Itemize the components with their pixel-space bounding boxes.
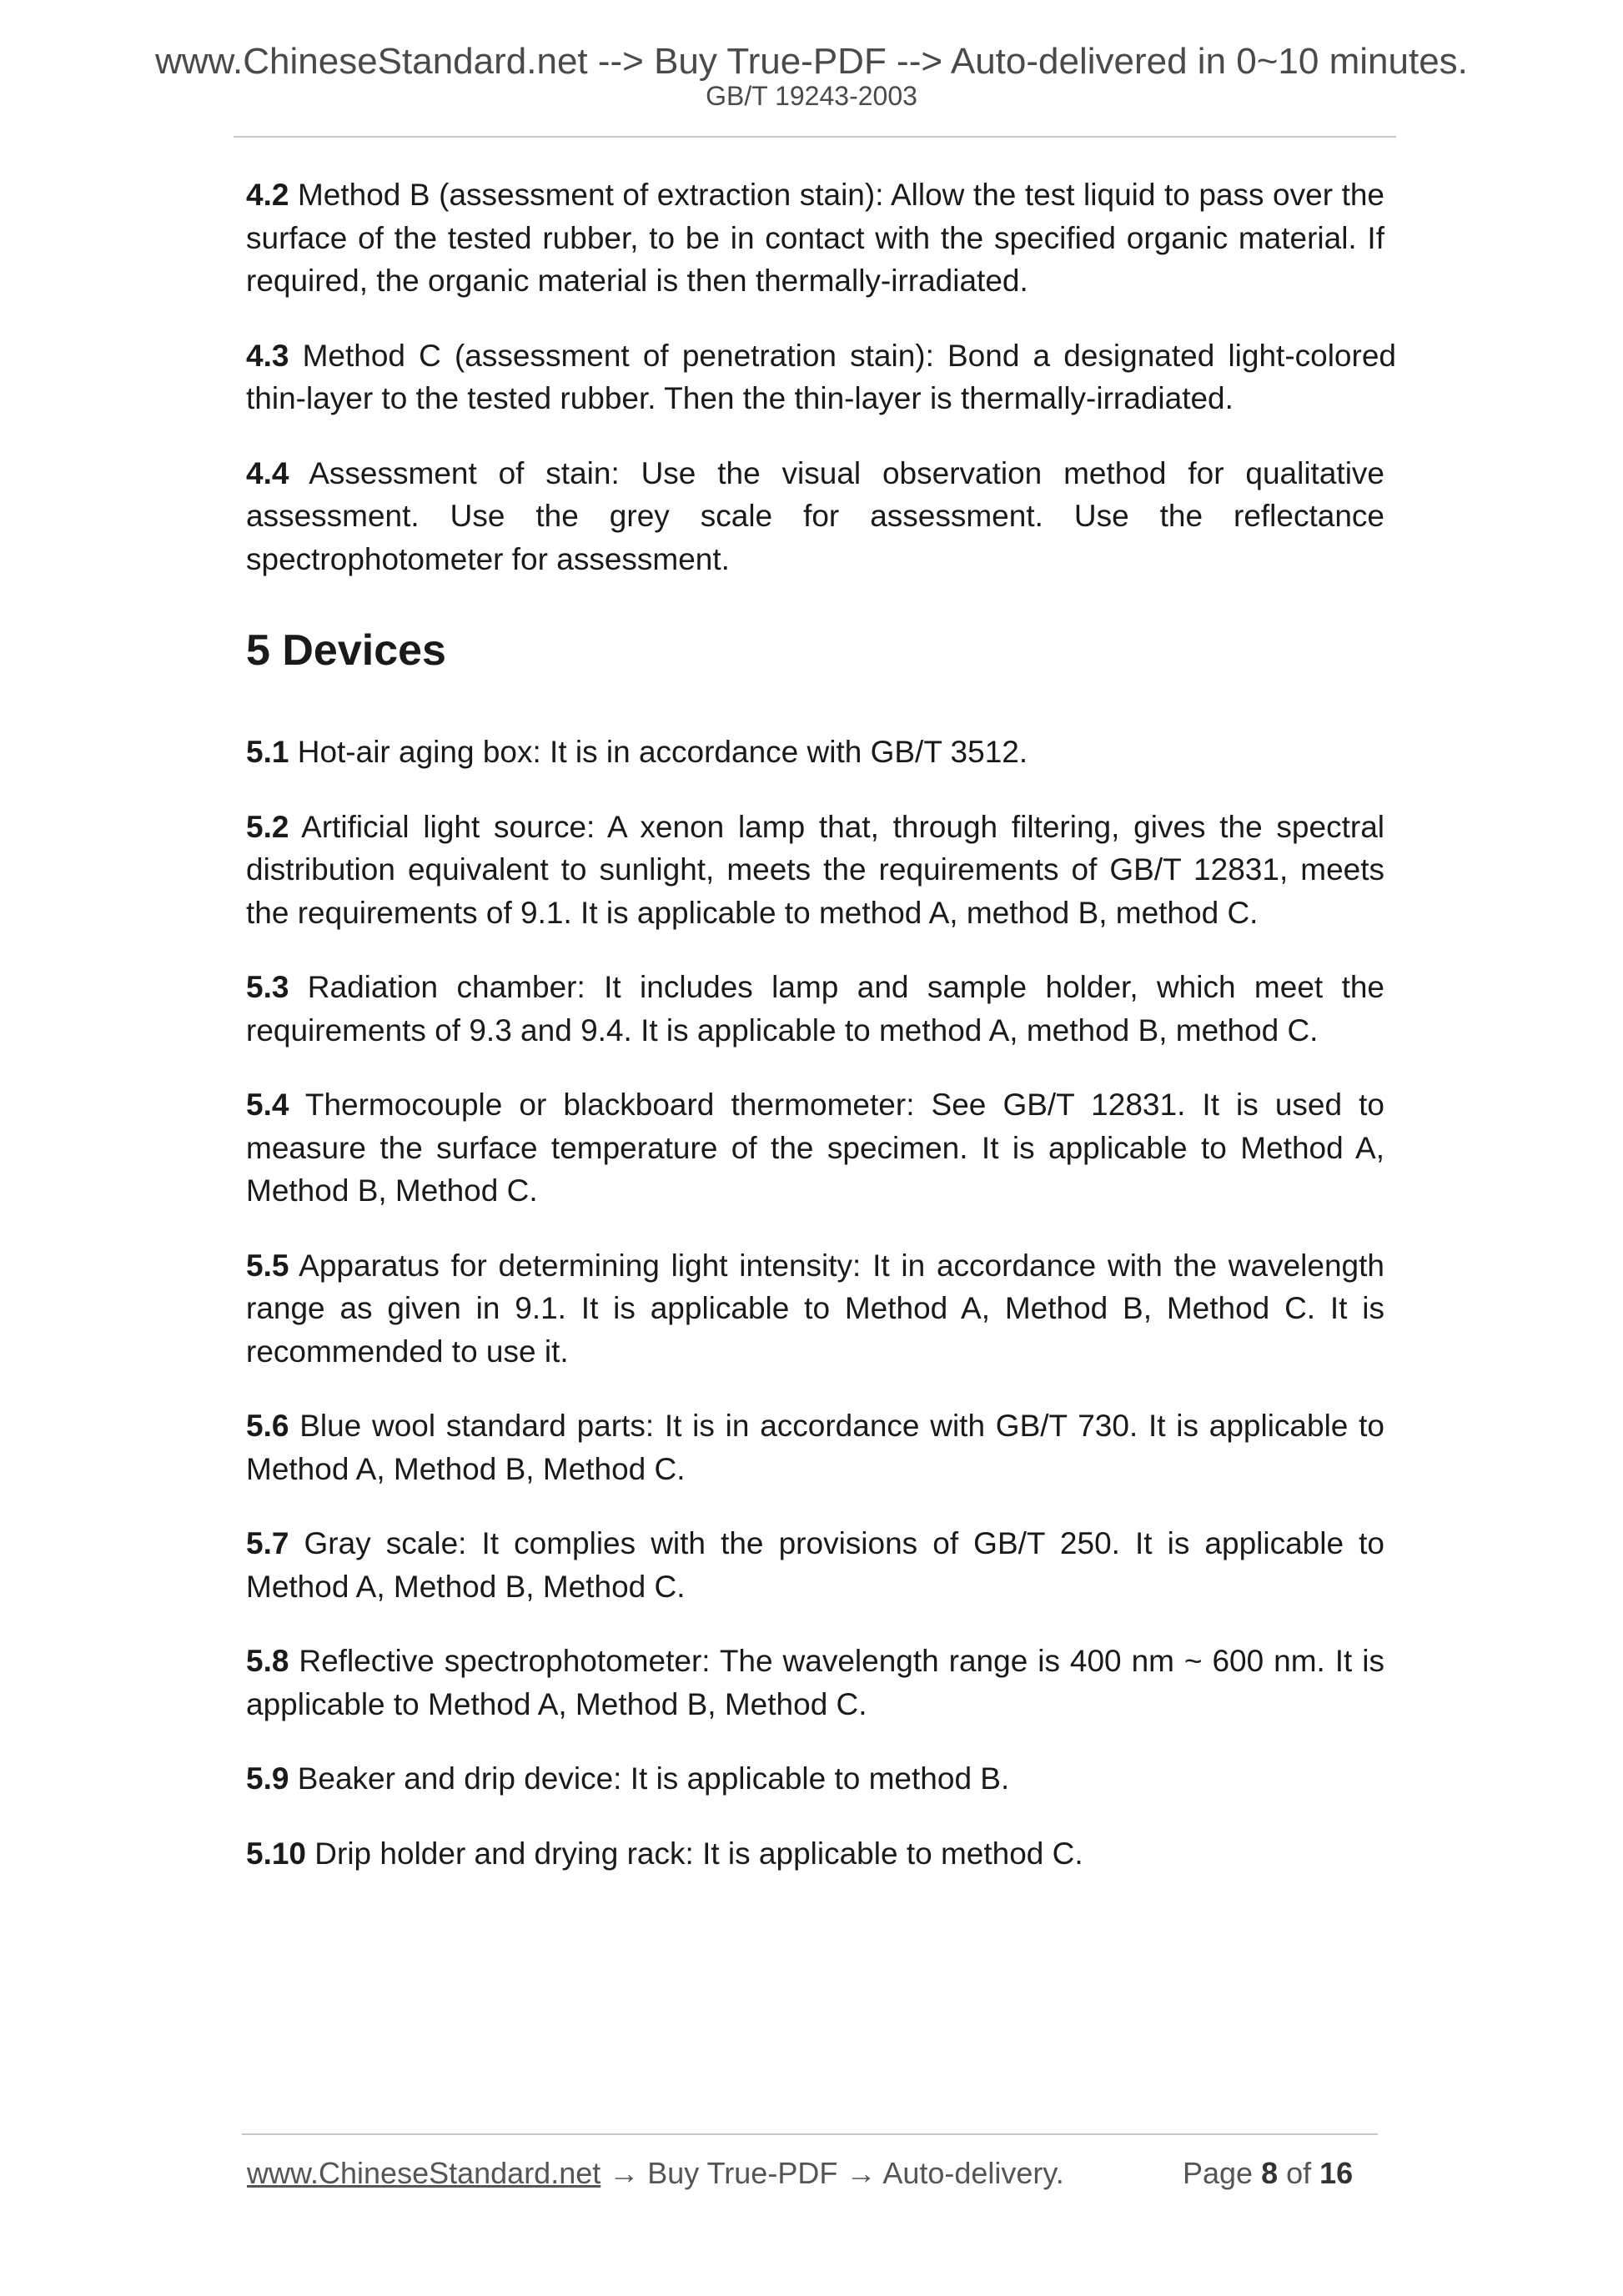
clause-number: 4.3	[246, 338, 289, 373]
section-heading: 5 Devices	[246, 626, 446, 675]
top-banner: www.ChineseStandard.net --> Buy True-PDF --> Auto-delivered in 0~10 minutes.	[155, 41, 1468, 82]
document-code: GB/T 19243-2003	[706, 81, 917, 111]
clause-number: 5.6	[246, 1409, 289, 1443]
clause-text: Drip holder and drying rack: It is applicable to method C.	[306, 1836, 1083, 1871]
footer-promo	[247, 2158, 1064, 2188]
paragraph-5-9	[246, 1757, 1384, 1801]
clause-number: 5.2	[246, 809, 289, 844]
clause-text: Thermocouple or blackboard thermometer: See GB/T 12831. It is used to measure the surface temperature of the specimen. It is applicable to Method A, Method B, Method C.	[246, 1088, 1384, 1208]
page-current: 8	[1261, 2156, 1279, 2190]
footer-promo-text: → Buy True-PDF → Auto-delivery.	[600, 2156, 1064, 2190]
clause-number: 5.1	[246, 735, 289, 769]
clause-text: Method B (assessment of extraction stain): Allow the test liquid to pass over the surface of the tested rubber, to be in contact with the specified organic material. If required, the organic material is then thermally-irradiated.	[246, 178, 1384, 298]
paragraph-5-8	[246, 1640, 1384, 1726]
clause-text: Gray scale: It complies with the provisions of GB/T 250. It is applicable to Method A, Method B, Method C.	[246, 1526, 1384, 1604]
clause-number: 5.4	[246, 1088, 289, 1122]
clause-number: 5.9	[246, 1761, 289, 1796]
page-of-label: of	[1278, 2156, 1320, 2190]
clause-text: Blue wool standard parts: It is in accordance with GB/T 730. It is applicable to Method A, Method B, Method C.	[246, 1409, 1384, 1486]
clause-number: 4.2	[246, 178, 289, 212]
header-divider	[234, 136, 1396, 138]
clause-number: 5.8	[246, 1644, 289, 1678]
clause-number: 5.3	[246, 970, 289, 1004]
page-total: 16	[1319, 2156, 1354, 2190]
paragraph-5-10	[246, 1832, 1384, 1876]
paragraph-5-7	[246, 1522, 1384, 1608]
footer-divider	[242, 2133, 1378, 2135]
paragraph-4-2	[246, 173, 1384, 303]
footer-site-link[interactable]: www.ChineseStandard.net	[247, 2156, 601, 2190]
clause-text: Method C (assessment of penetration stain): Bond a designated light-colored thin-layer to the tested rubber. Then the thin-layer is thermally-irradiated.	[246, 338, 1396, 415]
clause-number: 5.5	[246, 1248, 289, 1283]
paragraph-5-6	[246, 1404, 1384, 1490]
page-indicator	[1183, 2158, 1353, 2188]
clause-number: 5.10	[246, 1836, 307, 1871]
clause-text: Beaker and drip device: It is applicable to method B.	[289, 1761, 1010, 1796]
clause-text: Apparatus for determining light intensity: It in accordance with the wavelength range as given in 9.1. It is applicable to Method A, Method B, Method C. It is recommended to use it.	[246, 1248, 1384, 1369]
paragraph-5-3	[246, 966, 1384, 1052]
paragraph-5-1	[246, 731, 1384, 774]
clause-text: Radiation chamber: It includes lamp and sample holder, which meet the requirements of 9.3 and 9.4. It is applicable to method A, method B, method C.	[246, 970, 1384, 1048]
paragraph-5-2	[246, 806, 1384, 935]
clause-number: 5.7	[246, 1526, 289, 1560]
document-body	[246, 173, 1396, 1907]
clause-text: Reflective spectrophotometer: The wavelength range is 400 nm ~ 600 nm. It is applicable to Method A, Method B, Method C.	[246, 1644, 1384, 1721]
clause-text: Assessment of stain: Use the visual observation method for qualitative assessment. Use the grey scale for assessment. Use the reflectance spectrophotometer for assessment.	[246, 455, 1384, 576]
paragraph-4-3	[246, 334, 1396, 420]
clause-text: Artificial light source: A xenon lamp that, through filtering, gives the spectral distribution equivalent to sunlight, meets the requirements of GB/T 12831, meets the requirements of 9.1. It is applicable to method A, method B, method C.	[246, 809, 1384, 930]
paragraph-5-4	[246, 1083, 1384, 1213]
clause-text: Hot-air aging box: It is in accordance with GB/T 3512.	[289, 735, 1028, 769]
clause-number: 4.4	[246, 455, 289, 490]
paragraph-5-5	[246, 1244, 1384, 1374]
page-label: Page	[1183, 2156, 1262, 2190]
paragraph-4-4	[246, 452, 1384, 581]
